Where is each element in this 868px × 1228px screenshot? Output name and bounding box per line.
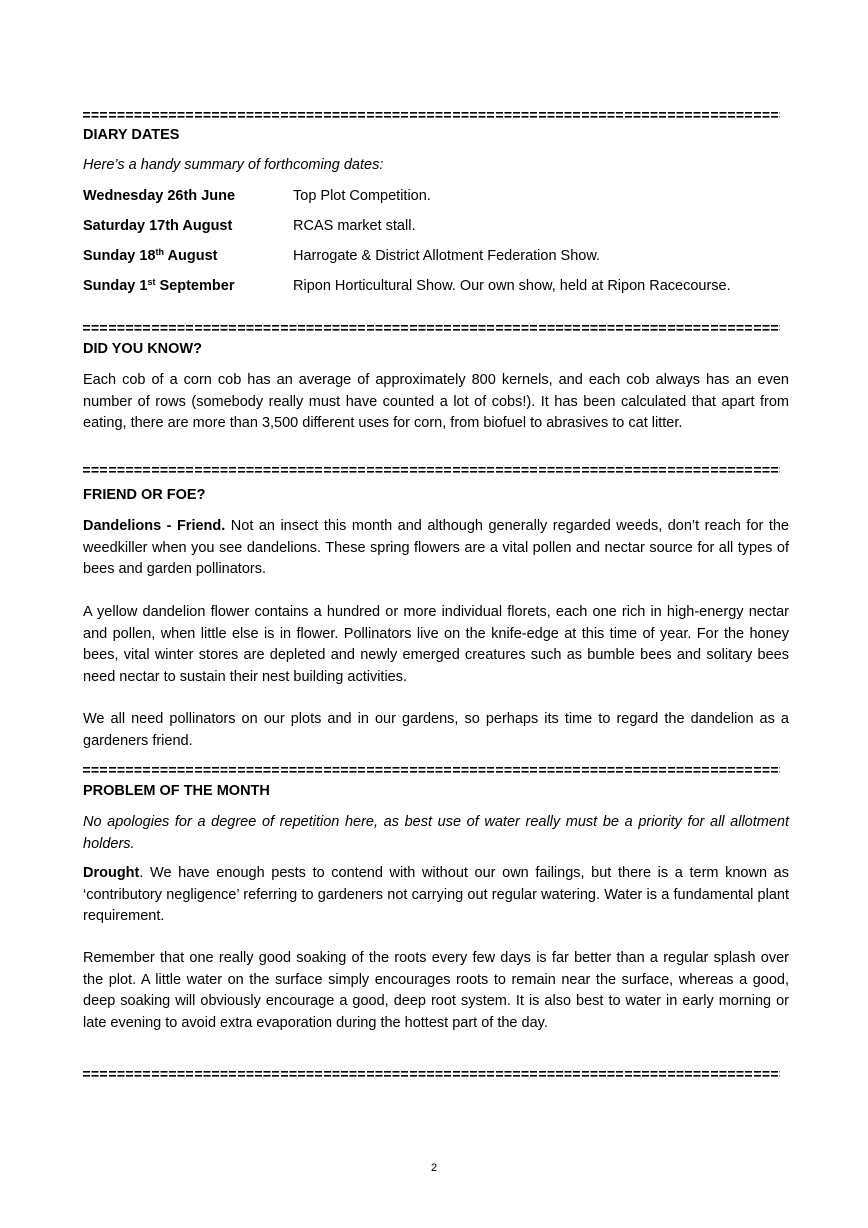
friend-or-foe-p3: We all need pollinators on our plots and in our gardens, so perhaps its time to regard the dandelion as a gardeners friend.: [83, 711, 789, 749]
diary-event: RCAS market stall.: [293, 218, 416, 234]
separator: [83, 1071, 780, 1077]
separator: [83, 767, 780, 773]
diary-entry: [83, 248, 789, 268]
diary-event: Ripon Horticultural Show. Our own show, held at Ripon Racecourse.: [293, 278, 731, 294]
diary-date: Wednesday 26th June: [83, 188, 236, 204]
problem-heading: PROBLEM OF THE MONTH: [83, 783, 270, 799]
friend-or-foe-heading: FRIEND OR FOE?: [83, 487, 206, 503]
diary-date: Saturday 17th August: [83, 218, 233, 234]
did-you-know-body: Each cob of a corn cob has an average of approximately 800 kernels, and each cob always has an even number of rows (somebody really must have counted a lot of cobs!). It has been calculated that apart from eating, there are more than 3,500 different uses for corn, from biofuel to abrasives to cat litter.: [83, 372, 789, 432]
separator: [83, 112, 780, 118]
friend-or-foe-p2: A yellow dandelion flower contains a hundred or more individual florets, each one rich in high-energy nectar and pollen, when little else is in flower. Pollinators live on the knife-edge at this time of year. For the honey bees, vital winter stores are depleted and newly emerged creatures such as bumble bees and solitary bees need nectar to sustain their nest building activities.: [83, 604, 789, 686]
diary-event: Top Plot Competition.: [293, 188, 431, 204]
problem-p2: Remember that one really good soaking of the roots every few days is far better than a regular splash over the plot. A little water on the surface simply encourages roots to remain near the surface, whereas a good, deep soaking will obviously encourage a good, deep root system. It is also best to water in early morning or late evening to avoid extra evaporation during the hottest part of the day.: [83, 950, 789, 1032]
diary-entry: [83, 188, 789, 208]
diary-entry: [83, 218, 789, 238]
diary-intro: Here’s a handy summary of forthcoming dates:: [83, 157, 384, 173]
diary-dates-heading: DIARY DATES: [83, 127, 180, 143]
diary-date: Sunday 18th August: [83, 247, 218, 264]
diary-event: Harrogate & District Allotment Federation Show.: [293, 248, 601, 264]
diary-date: Sunday 1st September: [83, 277, 235, 294]
separator: [83, 467, 780, 473]
friend-or-foe-p1: Dandelions - Friend. Not an insect this month and although generally regarded weeds, don’t reach for the weedkiller when you see dandelions. These spring flowers are a vital pollen and nectar source for all types of bees and garden pollinators.: [83, 518, 789, 578]
diary-entry: [83, 278, 789, 298]
problem-p1: Drought. We have enough pests to contend with without our own failings, but there is a term known as ‘contributory negligence’ referring to gardeners not carrying out regular watering. Water is a fundamental plant requirement.: [83, 865, 789, 925]
page-number: 2: [430, 1162, 438, 1174]
did-you-know-heading: DID YOU KNOW?: [83, 341, 202, 357]
separator: [83, 325, 780, 331]
problem-intro: No apologies for a degree of repetition here, as best use of water really must be a priority for all allotment holders.: [83, 814, 789, 852]
